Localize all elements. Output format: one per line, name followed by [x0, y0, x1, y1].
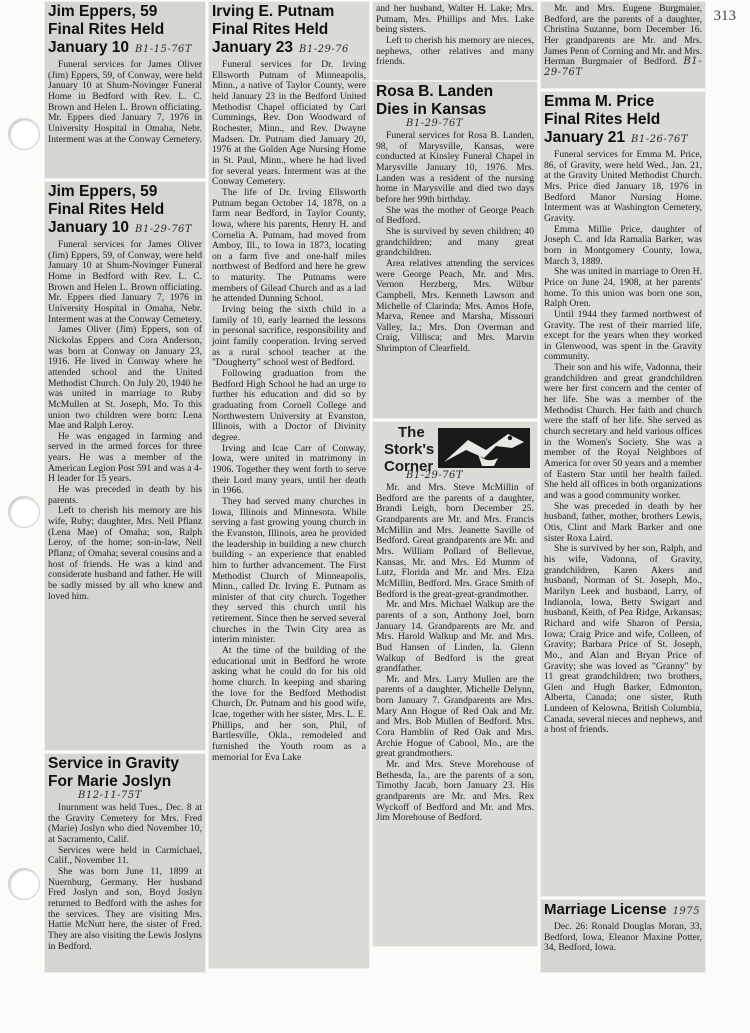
headline-line-1: Marriage License 1975: [544, 901, 701, 918]
headline-line-3: January 10 B1-29-76T: [48, 219, 193, 236]
article-body: [376, 4, 534, 68]
article-body: [544, 922, 702, 954]
handwritten-date: B1-26-76T: [631, 134, 689, 145]
paragraph: James Oliver (Jim) Eppers, son of Nickolas Eppers and Cora Anderson, was born at Conway on January 23, 1916. He lived in Conway where he attended school and the United Methodist Church. On July 20, 1940 he was united in marriage to Ruby McMullen at St. Joseph, Mo. To this union two children were born: Lena Mae and Ralph Leroy.: [48, 324, 202, 432]
headline-line-1: Rosa B. Landen: [376, 83, 494, 100]
paragraph: Mr. and Mrs. Eugene Burgmaier, Bedford, are the parents of a daughter, Christina Suzanne, born December 16. Her grandparents are Mr. and Mrs. James Penn of Corning and Mr. and Mrs. Herman Burgmaier of Bedford. B1-29-76T: [544, 3, 703, 78]
stork-icon: [438, 428, 530, 468]
paragraph: At the time of the building of the educational unit in Bedford he wrote asking what he could do for his old home church. In keeping and sharing the love for the Bedford Methodist Church, Dr. Putnam and his good wife, Icae, together with her sister, Mrs. L. E. Phillips, and her son, Phil, of Bartlesville, Okla., remodeled and furnished the Youth room as a memorial for Eva Lake: [212, 645, 366, 763]
paragraph: Left to cherish his memory are his wife, Ruby; daughter, Mrs. Neil Pflanz (Lena Mae) of Omaha; son, Ralph Leroy, of the home; son-in-law, Neil Pflanz; of Omaha; several cousins and a host of friends. He was a kind and considerate husband and father. He will be sadly missed by all who knew and loved him.: [48, 505, 202, 602]
clipping-eppers-short: [45, 2, 205, 178]
paragraph: The life of Dr. Irving Ellsworth Putnam began October 14, 1878, on a farm near Bedford, in Taylor County, Iowa, where his parents, Henry H. and Cornelia A. Putnam, had moved from Amboy, Ill., to Iowa in 1873, locating on a farm five and one-half miles northwest of Bedford and here he grew to maturity. The Putnams were members of Gilead Church and as a lad he attended Dunning School.: [212, 186, 366, 305]
clipping-storks-corner: [373, 422, 537, 946]
clipping-putnam: [209, 2, 369, 968]
paragraph: and her husband, Walter H. Lake; Mrs. Putnam, Mrs. Phillips and Mrs. Lake being sisters.: [376, 3, 534, 36]
paragraph: Funeral services for Emma M. Price, 86, of Gravity, were held Wed., Jan. 21, at the Gravity United Methodist Church. Mrs. Price died January 18, 1976 in Bedford Manor Nursing Home. Interment was at Washington Cemetery, Gravity.: [544, 149, 702, 224]
article-body: [212, 60, 366, 763]
masthead-title: [384, 424, 434, 475]
paragraph: He was preceded in death by his parents.: [48, 484, 202, 506]
clipping-burgmaier: [541, 2, 705, 88]
paragraph: Irving being the sixth child in a family of 10, early learned the lessons in personal sacrifice, responsibility and joint family cooperation. Irving served as a rural school teacher at the "Dougherty" school west of Bedford.: [212, 304, 366, 369]
paragraph: Inurnment was held Tues., Dec. 8 at the Gravity Cemetery for Mrs. Fred (Marie) Joslyn who died November 10, at Sacramento, Calif.: [48, 802, 202, 845]
headline-line-3: January 10 B1-15-76T: [48, 39, 193, 56]
handwritten-date: B1-15-76T: [135, 44, 193, 55]
masthead-line-3: Corner: [384, 458, 434, 475]
clipping-eppers-full: [45, 182, 205, 750]
headline-line-2: Final Rites Held: [48, 201, 165, 218]
paragraph: Area relatives attending the services were George Peach, Mr. and Mrs. Vernon Herzberg, Mrs. Wilbur Campbell, Mrs. Kenneth Lawson and Michelle of Clarinda; Mrs. Amos Hofe, Marva, Renee and Marsha, Missouri Valley, Ia.; Mrs. Don Overman and Craig, Villisca; and Mrs. Marvin Shrimpton of Clearfield.: [376, 257, 534, 355]
handwritten-date: B1-29-76T: [406, 118, 464, 129]
paragraph: Following graduation from the Bedford High School he had an urge to further his education and did so by graduating from Cornell College and Northwestern University at Evanston, Illinois, with a Doctor of Divinity degree.: [212, 368, 366, 443]
headline-line-2: For Marie Joslyn: [48, 773, 172, 790]
headline-line-1: Service in Gravity: [48, 755, 179, 772]
article-body: [376, 483, 534, 824]
paragraph: Funeral services for Dr. Irving Ellsworth Putnam of Minneapolis, Minn., a native of Taylor County, were held January 23 in the Bedford United Methodist Chapel officiated by Carl Cummings, Rev. Don Woodward of Rochester, Minn., and Rev. Dwayne Madsen. Dr. Putnam died January 20, 1976 at the Golden Age Nursing Home in St. Paul, Minn., where he had lived for several years. Interment was at the Conway Cemetery.: [212, 59, 366, 188]
article-body: [48, 803, 202, 952]
paragraph: Funeral services for James Oliver (Jim) Eppers, 59, of Conway, were held January 10 at Shum-Novinger Funeral Home in Bedford with Rev. L. C. Brown and Helen L. Brown officiating. Mr. Eppers died January 7, 1976 in University Hospital in Omaha, Nebr. Interment was at the Conway Cemetery.: [48, 59, 202, 145]
paragraph: He was engaged in farming and served in the armed forces for three years. He was a member of the American Legion Post 591 and was a 4-H leader for 15 years.: [48, 430, 202, 485]
paragraph: Mr. and Mrs. Michael Walkup are the parents of a son, Anthony Joel, born January 14. Grandparents are Mr. and Mrs. Harold Walkup and Mr. and Mrs. Bud Hansen of Linden, Ia. Glenn Walkup of Bedford is the great grandfather.: [376, 599, 534, 675]
headline-line-1: Emma M. Price: [544, 93, 655, 110]
handwritten-date: B1-29-76T: [544, 56, 702, 78]
binder-hole-middle: [8, 496, 40, 528]
headline-line-1: Jim Eppers, 59: [48, 3, 158, 20]
paragraph: Funeral services for Rosa B. Landen, 98, of Marysville, Kansas, were conducted at Kinsley Funeral Chapel in Marysville January 10, 1976. Mrs. Landen was a resident of the nursing home in Marysville and died two days before her 99th birthday.: [376, 130, 534, 205]
handwritten-year: 1975: [672, 906, 701, 917]
paragraph: Their son and his wife, Vadonna, their grandchildren and great grandchildren were her first concern and the center of her life. She was a member of the Methodist Church. Her faith and church were the staff of her life. She served as church secretary and held various offices in the Women's Society. She was a member of the Royal Neighbors of America for over 50 years and a member of Eastern Star until her health failed. She held all offices in both organizations and was a good community worker.: [544, 362, 702, 501]
clipping-lake-continuation: [373, 2, 537, 80]
paragraph: She is survived by seven children; 40 grandchildren; and many great grandchildren.: [376, 225, 534, 259]
binder-hole-bottom: [8, 868, 40, 900]
paragraph: Funeral services for James Oliver (Jim) Eppers, 59, of Conway, were held January 10 at Shum-Novinger Funeral Home in Bedford with Rev. L. C. Brown and Helen L. Brown officiating. Mr. Eppers died January 7, 1976 in University Hospital in Omaha, Nebr. Interment was at the Conway Cemetery.: [48, 239, 202, 325]
headline-line-2: Final Rites Held: [212, 21, 329, 38]
clipping-landen: [373, 82, 537, 418]
binder-hole-top: [8, 118, 40, 150]
handwritten-date: B1-29-76T: [135, 224, 193, 235]
paragraph: Mr. and Mrs. Steve Morehouse of Bethesda, Ia., are the parents of a son, Timothy Jacab, born January 23. His grandparents are Mr. and Mrs. Rex Wyckoff of Bedford and Mr. and Mrs. Jim Morehouse of Bedford.: [376, 759, 534, 824]
paragraph: She was born June 11, 1899 at Nuernburg, Germany. Her husband Fred Joslyn and son, Boyd Joslyn returned to Bedford with the ashes for the services. They are visiting Mrs. Hattie McNutt here, the sister of Fred. They are also visiting the Lewis Joslyns in Bedford.: [48, 865, 202, 952]
storks-corner-masthead: [376, 424, 534, 475]
handwritten-date: B1-29-76T: [406, 470, 464, 481]
headline-line-2: Dies in Kansas: [376, 101, 487, 118]
paragraph: Irving and Icae Carr of Conway, Iowa, were united in matrimony in 1906. Together they went forth to serve their Lord many years, until her death in 1966.: [212, 442, 366, 497]
page-number: 313: [713, 8, 736, 24]
clipping-marriage-license: [541, 900, 705, 972]
headline-line-2: Final Rites Held: [544, 111, 661, 128]
paragraph: Until 1944 they farmed northwest of Gravity. The rest of their married life, except for the years when they worked in Glenwood, was spent in the Gravity community.: [544, 308, 702, 363]
handwritten-date: B12-11-75T: [78, 790, 142, 801]
article-body: [48, 240, 202, 602]
paragraph: They had served many churches in Iowa, Illinois and Minnesota. While serving a fast growing young church in the Evanston, Illinois, area he provided the leadership in building a new church building - an experience that enabled him to further advancement. The First Methodist Church of Minneapolis, Minn., called Dr. Irving E. Putnam as minister of that city church. Together they served this church until his retirement. Since then he served several churches in the Twin City area as interim minister.: [212, 495, 366, 646]
paragraph: Mr. and Mrs. Larry Mullen are the parents of a daughter, Michelle Delynn, born January 7. Grandparents are Mrs. Mary Ann Hogue of Red Oak and Mr. and Mrs. Bob Mullen of Bedford. Mrs. Cora Hamblin of Red Oak and Mrs. Archie Hogue of Cabool, Mo., are the great grandmothers.: [376, 673, 534, 760]
paragraph: Dec. 26: Ronald Douglas Moran, 33, Bedford, Iowa, Eleanor Maxine Potter, 34, Bedford, Iowa.: [544, 921, 702, 954]
clipping-joslyn: [45, 754, 205, 972]
article-body: [544, 150, 702, 736]
article-body: [544, 4, 702, 79]
headline-line-3: January 21 B1-26-76T: [544, 129, 689, 146]
masthead-line-2: Stork's: [384, 441, 435, 458]
paragraph: Left to cherish his memory are nieces, nephews, other relatives and many friends.: [376, 34, 534, 68]
paragraph: She was united in marriage to Oren H. Price on June 24, 1908, at her parents' home. To this union was born one son, Ralph Oren.: [544, 266, 702, 310]
clipping-price: [541, 92, 705, 896]
headline-line-1: Irving E. Putnam: [212, 3, 335, 20]
paragraph: She was the mother of George Peach of Bedford.: [376, 204, 534, 227]
paragraph: Services were held in Carmichael, Calif., November 11.: [48, 844, 202, 867]
handwritten-date: B1-29-76: [299, 44, 349, 55]
paragraph: Mr. and Mrs. Steve McMillin of Bedford are the parents of a daughter, Brandi Leigh, born December 25. Grandparents are Mr. and Mrs. Francis McMillin and Mrs. Jeanette Saville of Bedford. Great grandparents are Mr. and Mrs. William Pollard of Bellevue, Kansas, Mr. and Mrs. Ed Mumm of Lutz, Florida and Mr. and Mrs. Elza McMillin, Bedford. Mrs. Grace Smith of Bedford is the great-great-grandmother.: [376, 482, 534, 600]
masthead-line-1: The: [398, 424, 425, 441]
article-body: [376, 131, 534, 355]
headline-line-2: Final Rites Held: [48, 21, 165, 38]
headline-line-3: January 23 B1-29-76: [212, 39, 349, 56]
paragraph: Emma Millie Price, daughter of Joseph C. and Ida Ramalia Barker, was born in Montgomery County, Iowa, March 3, 1889.: [544, 223, 702, 267]
paragraph: She was preceded in death by her husband, father, mother, brothers Lewis, Otis, Clint and Mark Barker and one sister Roxa Laird.: [544, 500, 702, 544]
article-body: [48, 60, 202, 145]
headline-line-1: Jim Eppers, 59: [48, 183, 158, 200]
paragraph: She is survived by her son, Ralph, and his wife, Vadonna, of Gravity, grandchildren, Karen Akers and husband, Norman of St. Joseph, Mo., Marilyn Leek and husband, Larry, of Indianola, Iowa, Betty Swigart and husband, Keith, of Pea Ridge, Arkansas; Richard and wife Sharon of Persia, Iowa; Craig Price and wife, Colleen, of Gravity; Barbara Price of St. Joseph, Mo., and Alan and Bryan Price of Gravity; she was loved as "Granny" by 11 great grandchildren; two brothers, Glen and Hugh Barker, Edmonton, Alberta, Canada; one sister, Ruth Lundeen of Kelowna, British Columbia, Canada, several nieces and nephews, and a host of friends.: [544, 543, 702, 736]
